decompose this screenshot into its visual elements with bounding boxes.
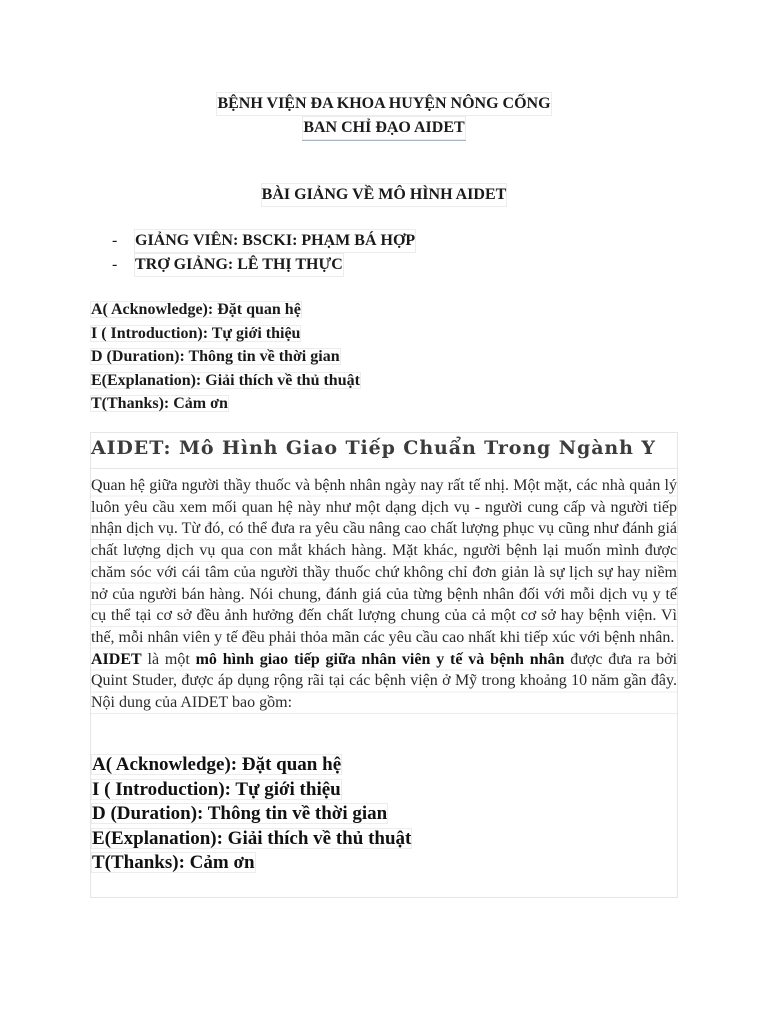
title-divider: [91, 468, 677, 469]
assistant-text: TRỢ GIẢNG: LÊ THỊ THỰC: [134, 253, 344, 277]
aidet-item-e: E(Explanation): Giải thích về thủ thuật: [91, 371, 360, 389]
aidet-lead: AIDET: [91, 650, 142, 668]
aidet-detail-a: A( Acknowledge): Đặt quan hệ: [92, 754, 342, 775]
aidet-item-t: T(Thanks): Cảm ơn: [91, 395, 228, 412]
aidet-item-d: D (Duration): Thông tin về thời gian: [91, 348, 340, 365]
article-paragraph-1: Quan hệ giữa người thầy thuốc và bệnh nhân ngày nay rất tế nhị. Một mặt, các nhà quản lý luôn yêu cầu xem mối quan hệ này như một dạng dịch vụ - người cung cấp và người tiếp nhận dịch vụ. Từ đó, có thể đưa ra yêu cầu nâng cao chất lượng phục vụ cũng như đánh giá chất lượng dịch vụ qua con mắt khách hàng. Mặt khác, người bệnh lại muốn mình được chăm sóc với cái tâm của người thầy thuốc chứ không chỉ đơn giản là sự lịch sự hay niềm nở của người bán hàng. Nói chung, đánh giá của từng bệnh nhân đối với mỗi dịch vụ y tế cụ thể tại cơ sở đều ảnh hưởng đến chất lượng chung của cả một cơ sở hay bệnh viện. Vì thế, mỗi nhân viên y tế đều phải thỏa mãn các yêu cầu cao nhất khi tiếp xúc với bệnh nhân.: [91, 475, 677, 649]
aidet-detail-e: E(Explanation): Giải thích về thủ thuật: [92, 827, 412, 849]
aidet-detail-d: D (Duration): Thông tin về thời gian: [92, 803, 388, 825]
aidet-detail-t: T(Thanks): Cảm ơn: [92, 852, 255, 874]
bullet-dash: -: [112, 256, 118, 273]
article-paragraph-2: AIDET là một mô hình giao tiếp giữa nhân viên y tế và bệnh nhân được đưa ra bởi Quint Studer, được áp dụng rộng rãi tại các bệnh viện ở Mỹ trong khoảng 10 năm gần đây. Nội dung của AIDET bao gồm:: [91, 649, 677, 714]
article-body: [91, 475, 677, 714]
aidet-item-i: I ( Introduction): Tự giới thiệu: [91, 324, 301, 342]
lecture-title: BÀI GIẢNG VỀ MÔ HÌNH AIDET: [0, 183, 768, 207]
bullet-dash: -: [112, 232, 118, 249]
lecturer-text: GIẢNG VIÊN: BSCKI: PHẠM BÁ HỢP: [134, 229, 416, 253]
hospital-name: BỆNH VIỆN ĐA KHOA HUYỆN NÔNG CỐNG: [0, 92, 768, 116]
staff-item-lecturer: [112, 229, 416, 253]
board-name: BAN CHỈ ĐẠO AIDET: [0, 116, 768, 141]
aidet-detail-i: I ( Introduction): Tự giới thiệu: [92, 778, 341, 800]
aidet-item-a: A( Acknowledge): Đặt quan hệ: [91, 301, 301, 318]
article-title: AIDET: Mô Hình Giao Tiếp Chuẩn Trong Ngành Y: [91, 437, 656, 459]
staff-list: [112, 229, 416, 277]
aidet-detail-list: [91, 753, 412, 876]
model-definition-bold: mô hình giao tiếp giữa nhân viên y tế và bệnh nhân: [195, 650, 565, 668]
aidet-summary-list: [90, 298, 361, 416]
article-box: [90, 432, 678, 898]
staff-item-assistant: [112, 253, 416, 277]
